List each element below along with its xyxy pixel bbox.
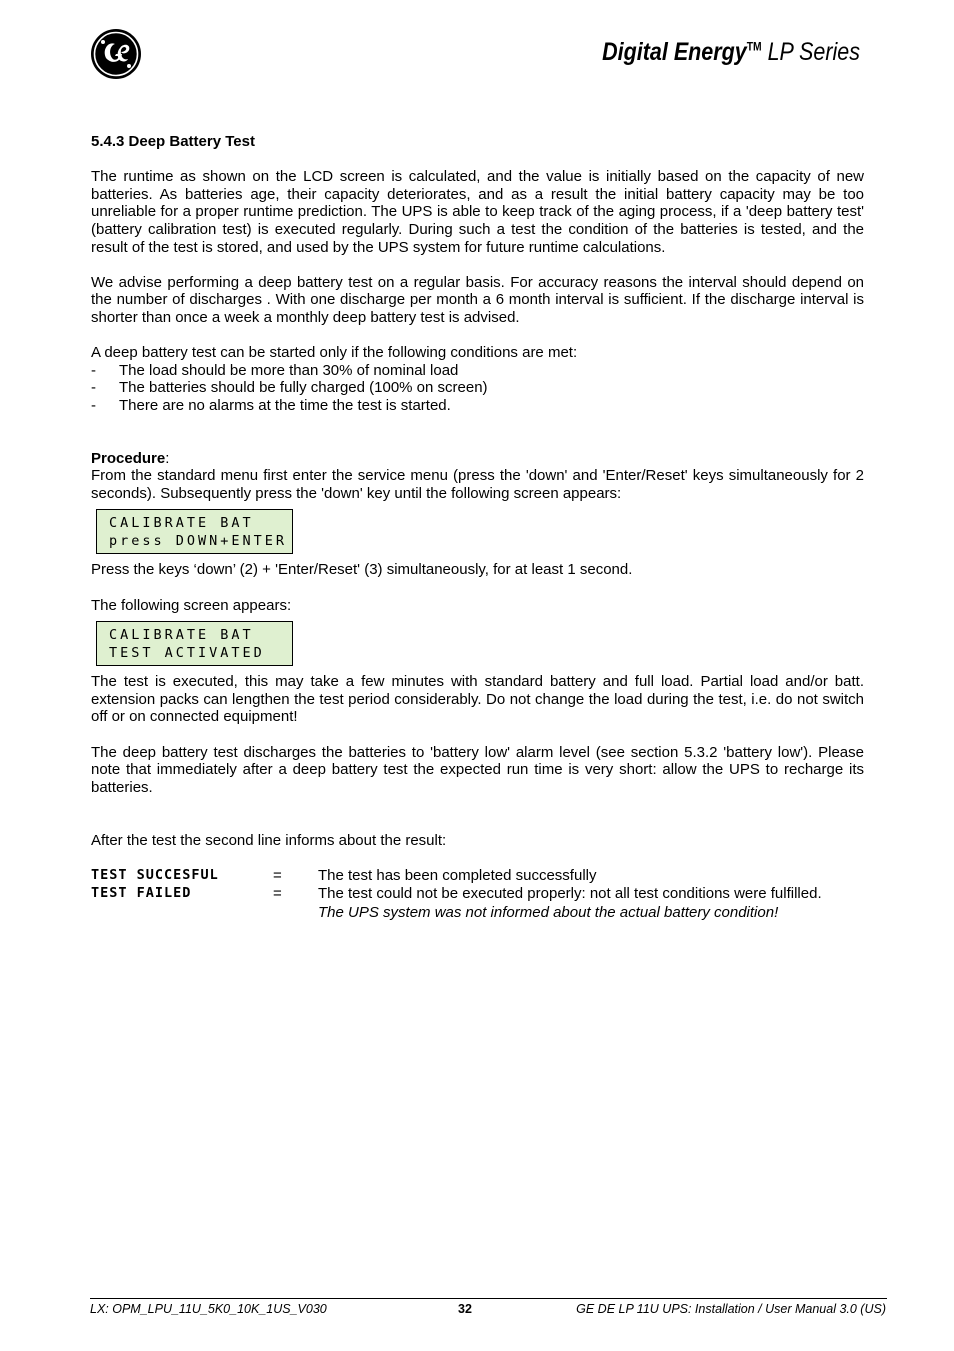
brand-series: LP Series <box>761 38 860 66</box>
main-content <box>91 133 864 925</box>
brand-title <box>602 38 860 67</box>
procedure-colon: : <box>165 449 170 467</box>
procedure-label: Procedure <box>91 449 166 467</box>
dash-bullet: - <box>91 379 96 397</box>
list-item <box>91 379 864 397</box>
paragraph-procedure: From the standard menu first enter the service menu (press the 'down' and 'Enter/Reset' keys simultaneously for 2 seconds). Subsequently press the 'down' key until the following screen appears: <box>91 467 864 502</box>
paragraph-discharge: The deep battery test discharges the batteries to 'battery low' alarm level (see section 5.3.2 'battery low'). Please note that immediately after a deep battery test the expected run time is very short: allow the UPS to recharge its batteries. <box>91 743 864 796</box>
list-item <box>91 362 864 380</box>
ge-logo <box>90 28 142 80</box>
result-code-failed: TEST FAILED <box>91 884 192 901</box>
page-number: 32 <box>458 1302 472 1316</box>
dash-bullet: - <box>91 361 96 379</box>
footer-divider <box>90 1298 887 1299</box>
footer-manual-title: GE DE LP 11U UPS: Installation / User Manual 3.0 (US) <box>576 1302 886 1316</box>
paragraph-press-keys: Press the keys ‘down’ (2) + 'Enter/Reset' (3) simultaneously, for at least 1 second. <box>91 561 633 579</box>
result-equals: = <box>273 866 282 884</box>
lcd-screen-calibrate <box>96 509 293 554</box>
lcd-screen-activated <box>96 621 293 666</box>
paragraph-result-intro: After the test the second line informs about the result: <box>91 831 447 849</box>
lcd-line-1: CALIBRATE BAT <box>109 515 254 532</box>
conditions-list <box>91 362 864 415</box>
lcd-line-1: CALIBRATE BAT <box>109 627 254 644</box>
result-text-success: The test has been completed successfully <box>318 866 597 884</box>
section-heading: 5.4.3 Deep Battery Test <box>91 133 255 150</box>
result-note-failed: The UPS system was not informed about the actual battery condition! <box>318 903 779 921</box>
footer-document-id: LX: OPM_LPU_11U_5K0_10K_1US_V030 <box>90 1302 327 1316</box>
paragraph-conditions-intro: A deep battery test can be started only if the following conditions are met: <box>91 344 578 362</box>
paragraph-advice: We advise performing a deep battery test on a regular basis. For accuracy reasons the interval should depend on the number of discharges . With one discharge per month a 6 month interval is sufficient. If the discharge interval is shorter than once a week a monthly deep battery test is advised. <box>91 273 864 326</box>
result-code-success: TEST SUCCESFUL <box>91 866 219 883</box>
results-table <box>91 867 864 925</box>
result-text-failed: The test could not be executed properly: not all test conditions were fulfilled. <box>318 884 822 902</box>
list-item-text: There are no alarms at the time the test is started. <box>119 396 451 414</box>
list-item <box>91 397 864 415</box>
procedure-block <box>91 450 864 468</box>
paragraph-test-executed: The test is executed, this may take a few minutes with standard battery and full load. Partial load and/or batt. extension packs can lengthen the test period considerably. Do not change the load during the test, i.e. do not switch off or on connected equipment! <box>91 673 864 726</box>
paragraph-runtime: The runtime as shown on the LCD screen is calculated, and the value is initially based on the capacity of new batteries. As batteries age, their capacity deteriorates, and as a result the initial battery capacity may be too unreliable for a proper runtime prediction. The UPS is able to keep track of the aging process, if a 'deep battery test' (battery calibration test) is executed regularly. During such a test the condition of the batteries is tested, and the result of the test is stored, and used by the UPS system for future runtime calculations. <box>91 168 864 256</box>
dash-bullet: - <box>91 396 96 414</box>
lcd-line-2: press DOWN+ENTER <box>109 533 288 550</box>
lcd-line-2: TEST ACTIVATED <box>109 645 265 662</box>
paragraph-following-screen: The following screen appears: <box>91 596 292 614</box>
list-item-text: The load should be more than 30% of nominal load <box>119 361 459 379</box>
trademark: TM <box>746 39 762 54</box>
result-equals: = <box>273 884 282 902</box>
brand-bold: Digital Energy <box>602 38 747 66</box>
list-item-text: The batteries should be fully charged (100% on screen) <box>119 379 488 397</box>
